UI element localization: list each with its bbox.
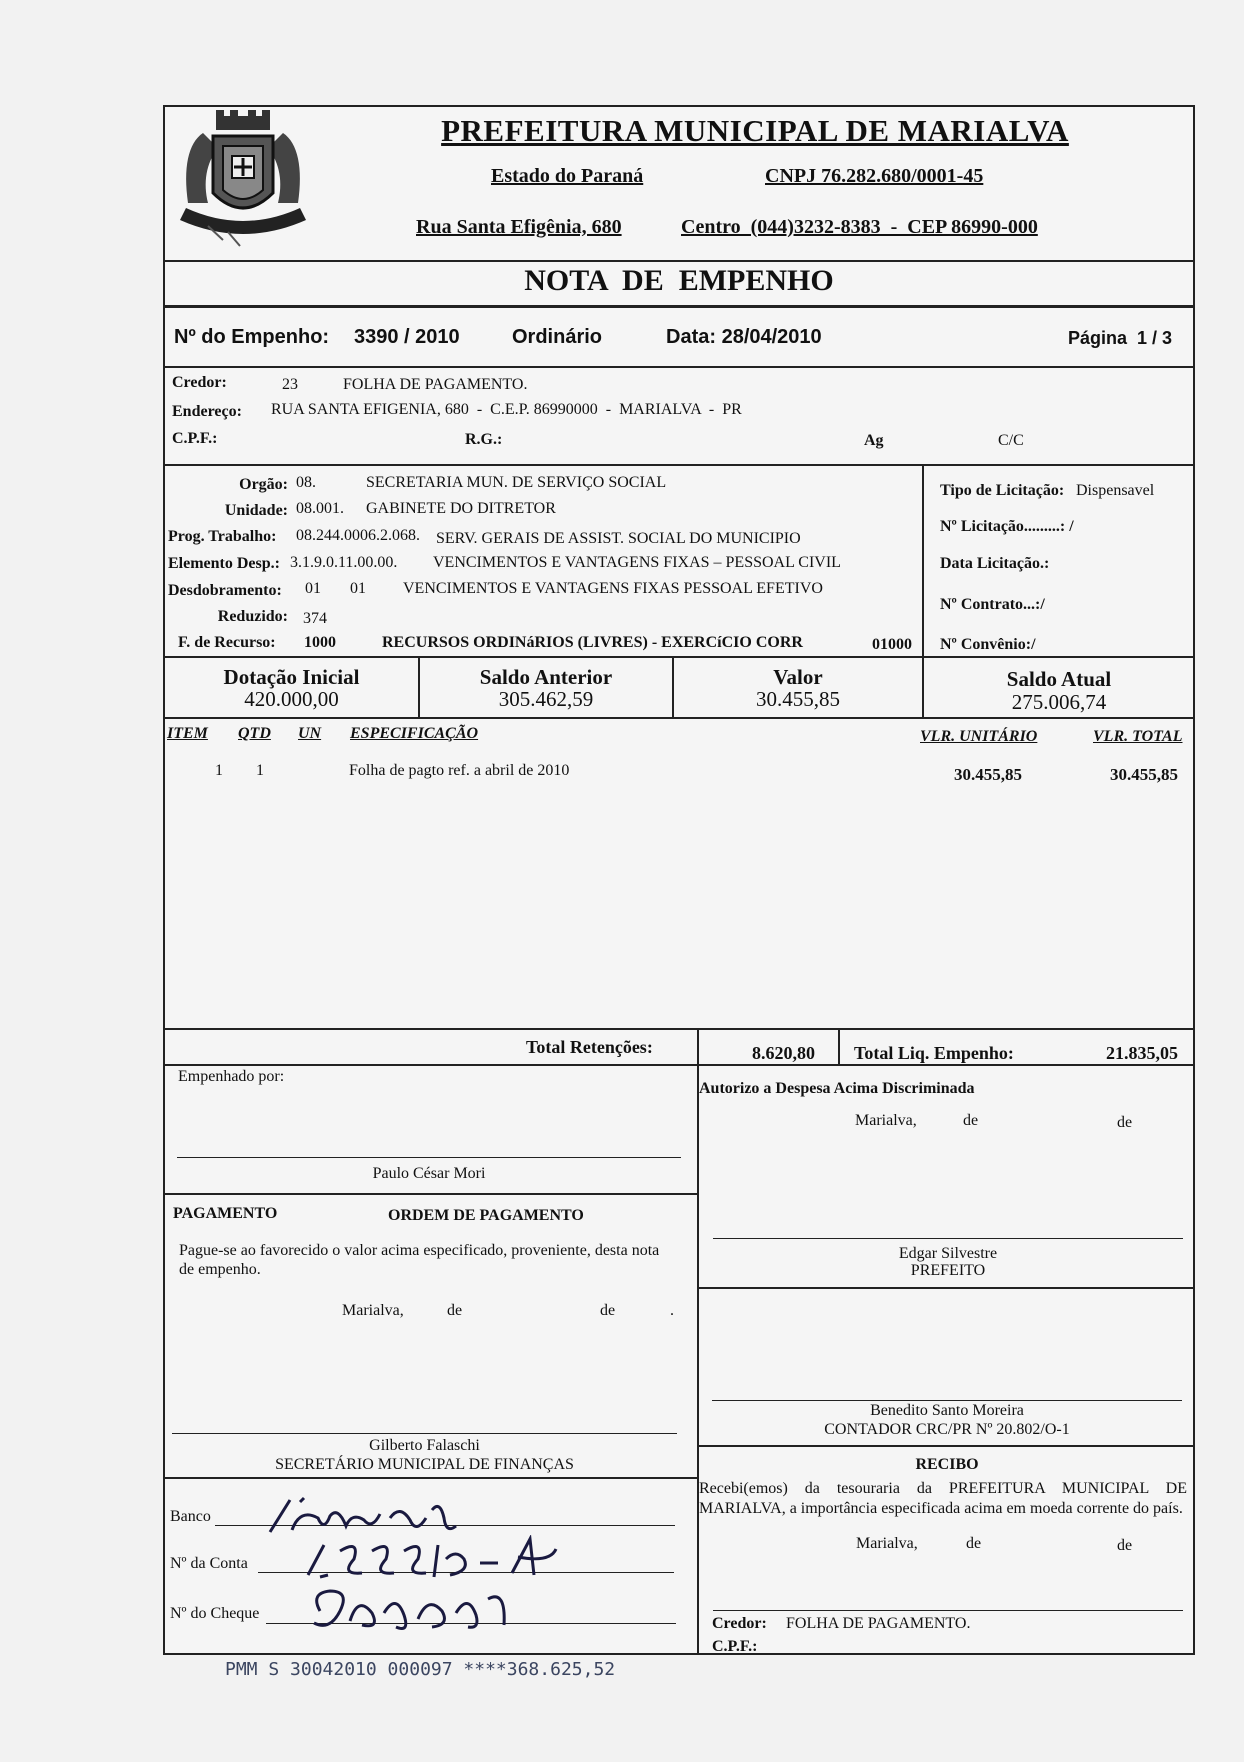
recurso-desc: RECURSOS ORDINáRIOS (LIVRES) - EXERCíCIO CORR [382, 634, 803, 651]
recurso-label: F. de Recurso: [178, 634, 276, 651]
ordem-place: Marialva, [342, 1302, 404, 1319]
elemento-label: Elemento Desp.: [168, 555, 280, 572]
recibo-text: Recebi(emos) da tesouraria da PREFEITURA MUNICIPAL DE MARIALVA, a importância especificada acima em moeda corrente do país. [699, 1480, 1187, 1517]
licitacao-date: Data Licitação.: [940, 555, 1050, 572]
elemento-desc: VENCIMENTOS E VANTAGENS FIXAS – PESSOAL CIVIL [433, 554, 841, 571]
contador-title: CONTADOR CRC/PR Nº 20.802/O-1 [824, 1421, 1070, 1438]
prefeito-name: Edgar Silvestre [898, 1245, 998, 1262]
divider [163, 305, 1195, 308]
orgao-code: 08. [296, 474, 316, 491]
recurso-code-2: 01000 [872, 636, 912, 653]
valor-value: 30.455,85 [756, 687, 840, 711]
document-title: NOTA DE EMPENHO [524, 264, 834, 297]
contact-line: Centro (044)3232-8383 - CEP 86990-000 [681, 216, 1038, 238]
reduzido-value: 374 [303, 610, 327, 627]
autorizo-de-1: de [963, 1112, 979, 1129]
empenhado-label: Empenhado por: [178, 1068, 285, 1085]
cheque-label: Nº do Cheque [170, 1605, 260, 1622]
recibo-place: Marialva, [856, 1535, 918, 1552]
reduzido-label: Reduzido: [217, 608, 288, 625]
autorizo-place: Marialva, [855, 1112, 917, 1129]
dotacao-label: Dotação Inicial [223, 665, 360, 689]
desdobramento-sub: 01 [350, 580, 366, 597]
unidade-code: 08.001. [296, 500, 344, 517]
cnpj: CNPJ 76.282.680/0001-45 [765, 165, 984, 187]
saldo-anterior-value: 305.462,59 [498, 687, 594, 711]
qtd-header: QTD [238, 725, 271, 742]
credor-name: FOLHA DE PAGAMENTO. [343, 376, 528, 393]
desdobramento-desc: VENCIMENTOS E VANTAGENS FIXAS PESSOAL EFETIVO [403, 580, 823, 597]
divider [163, 656, 1195, 658]
account-label: C/C [998, 432, 1024, 449]
conta-label: Nº da Conta [170, 1555, 248, 1572]
signature-line [713, 1238, 1183, 1239]
cpf-label: C.P.F.: [172, 430, 218, 447]
handwritten-conta [300, 1535, 720, 1585]
item-number: 1 [215, 762, 223, 779]
credor-code: 23 [282, 376, 298, 393]
endereco-label: Endereço: [172, 403, 242, 420]
liquido-value: 21.835,05 [1106, 1043, 1178, 1063]
recurso-code: 1000 [304, 634, 336, 651]
divider [163, 366, 1195, 368]
unit-value-header: VLR. UNITÁRIO [920, 728, 1038, 745]
licitacao-number: Nº Licitação.........: / [940, 518, 1074, 535]
prog-label: Prog. Trabalho: [168, 528, 277, 545]
un-header: UN [298, 725, 322, 742]
contador-name: Benedito Santo Moreira [870, 1402, 1024, 1419]
divider [838, 1028, 840, 1064]
desdobramento-label: Desdobramento: [168, 582, 282, 599]
convenio: Nº Convênio:/ [940, 636, 1036, 653]
valor-label: Valor [773, 665, 823, 689]
autorizo-text: Autorizo a Despesa Acima Discriminada [699, 1080, 975, 1097]
recibo-credor-label: Credor: [712, 1615, 767, 1632]
desdobramento-code: 01 [305, 580, 321, 597]
pagamento-label: PAGAMENTO [173, 1205, 278, 1222]
tipo-licitacao-value: Dispensavel [1076, 482, 1155, 499]
saldo-atual-value: 275.006,74 [1011, 690, 1107, 714]
unidade-desc: GABINETE DO DITRETOR [366, 500, 556, 517]
page-number: Página 1 / 3 [1068, 328, 1173, 348]
retencoes-label: Total Retenções: [526, 1037, 653, 1057]
divider [697, 1287, 1195, 1289]
orgao-desc: SECRETARIA MUN. DE SERVIÇO SOCIAL [366, 474, 667, 491]
agency-label: Ag [864, 432, 884, 449]
item-unit-value: 30.455,85 [954, 765, 1022, 784]
ordem-de-2: de [600, 1302, 616, 1319]
prog-desc: SERV. GERAIS DE ASSIST. SOCIAL DO MUNICIPIO [436, 530, 801, 547]
empenhado-name: Paulo César Mori [372, 1165, 486, 1182]
address: Rua Santa Efigênia, 680 [416, 216, 622, 238]
banco-label: Banco [170, 1508, 211, 1525]
liquido-label: Total Liq. Empenho: [854, 1043, 1014, 1063]
orgao-label: Orgão: [239, 476, 288, 493]
signature-line [172, 1433, 677, 1434]
empenho-date: Data: 28/04/2010 [666, 326, 822, 348]
handwritten-cheque [300, 1585, 540, 1635]
coat-of-arms-icon [168, 108, 318, 258]
handwritten-banco [260, 1490, 660, 1540]
autorizo-de-2: de [1117, 1114, 1133, 1131]
payment-stamp: PMM S 30042010 000097 ****368.625,52 [225, 1659, 616, 1680]
ordem-dot: . [670, 1302, 674, 1319]
recibo-credor-value: FOLHA DE PAGAMENTO. [786, 1615, 971, 1632]
divider [163, 464, 1195, 466]
contrato: Nº Contrato...:/ [940, 596, 1045, 613]
saldo-anterior-label: Saldo Anterior [479, 665, 613, 689]
secretario-name: Gilberto Falaschi [369, 1437, 480, 1454]
divider [163, 1193, 698, 1195]
endereco-value: RUA SANTA EFIGENIA, 680 - C.E.P. 86990000 - MARIALVA - PR [271, 401, 742, 418]
divider [163, 1477, 698, 1479]
divider [922, 464, 924, 656]
divider [163, 717, 1195, 719]
state-name: Estado do Paraná [491, 165, 644, 187]
tipo-licitacao-label: Tipo de Licitação: [940, 482, 1065, 499]
empenho-type: Ordinário [512, 326, 603, 348]
dotacao-value: 420.000,00 [244, 687, 339, 711]
signature-line [713, 1610, 1183, 1611]
recibo-title: RECIBO [915, 1456, 979, 1473]
item-total-value: 30.455,85 [1110, 765, 1178, 784]
prefeito-title: PREFEITO [910, 1262, 986, 1279]
retencoes-value: 8.620,80 [752, 1043, 815, 1063]
ordem-text: Pague-se ao favorecido o valor acima especificado, proveniente, desta nota de empenho. [179, 1242, 660, 1278]
rg-label: R.G.: [465, 431, 503, 448]
ordem-pagamento-label: ORDEM DE PAGAMENTO [388, 1207, 584, 1224]
recibo-de-1: de [966, 1535, 982, 1552]
divider [163, 260, 1195, 262]
empenho-number: 3390 / 2010 [354, 326, 460, 348]
secretario-title: SECRETÁRIO MUNICIPAL DE FINANÇAS [275, 1456, 574, 1473]
divider [163, 1064, 1195, 1066]
divider [697, 1445, 1195, 1447]
recibo-de-2: de [1117, 1537, 1133, 1554]
saldo-atual-label: Saldo Atual [1006, 667, 1112, 691]
empenho-number-label: Nº do Empenho: [174, 326, 330, 348]
recibo-cpf-label: C.P.F.: [712, 1638, 758, 1655]
municipality-title: PREFEITURA MUNICIPAL DE MARIALVA [441, 113, 1069, 148]
signature-line [177, 1157, 681, 1158]
ordem-de-1: de [447, 1302, 463, 1319]
total-value-header: VLR. TOTAL [1093, 728, 1183, 745]
credor-label: Credor: [172, 374, 227, 391]
item-qtd: 1 [256, 762, 264, 779]
item-spec: Folha de pagto ref. a abril de 2010 [349, 762, 570, 779]
signature-line [712, 1400, 1182, 1401]
prog-code: 08.244.0006.2.068. [296, 527, 420, 544]
spec-header: ESPECIFICAÇÃO [350, 725, 479, 742]
divider [163, 1028, 1195, 1030]
item-header: ITEM [167, 725, 208, 742]
unidade-label: Unidade: [224, 502, 288, 519]
elemento-code: 3.1.9.0.11.00.00. [290, 554, 398, 571]
